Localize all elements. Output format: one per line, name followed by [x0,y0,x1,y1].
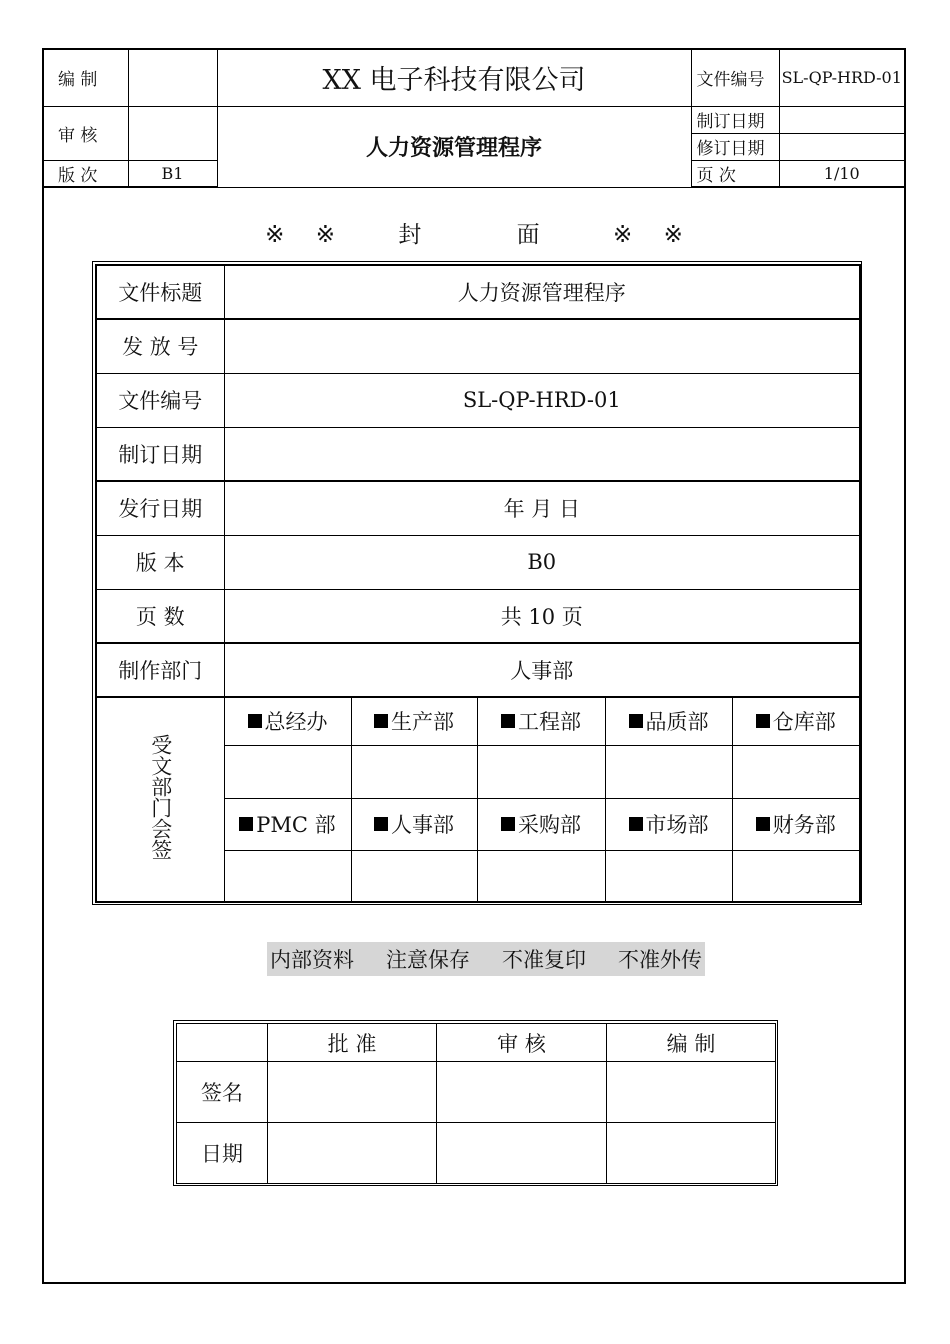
dept-name: PMC 部 [256,813,336,837]
notice-item: 不准外传 [618,948,702,972]
cover-mark: ※ [315,222,336,248]
table-row [96,535,860,589]
notice-item: 内部资料 [270,948,354,972]
cover-info-table [95,264,861,903]
table-row [177,1123,776,1184]
dept-name: 总经办 [264,710,328,735]
compile-label: 编 制 [44,50,128,106]
dept-name: 工程部 [518,710,581,735]
dept-sign-cell [224,745,351,798]
row-label: 版 本 [96,535,224,589]
dept-checkbox-cell [605,798,732,850]
notice-item: 不准复印 [502,948,586,972]
checkbox-filled-icon [239,817,253,831]
row-label: 发 放 号 [96,319,224,373]
row-label: 文件编号 [96,373,224,427]
review-value [128,106,217,160]
dept-checkbox-cell [477,798,605,850]
row-label: 发行日期 [96,481,224,535]
sign-cell [268,1062,437,1123]
table-row [96,589,860,643]
dept-name: 仓库部 [772,710,836,735]
review-label: 审 核 [44,106,128,160]
dept-sign-label-cell [96,697,224,902]
revise-date-value [779,133,904,160]
dept-checkbox-cell [477,697,605,745]
sign-cell [607,1123,776,1184]
dept-name: 品质部 [645,710,709,735]
header-cell: 审 核 [437,1024,607,1062]
row-label: 制订日期 [96,427,224,481]
row-label: 页 数 [96,589,224,643]
checkbox-filled-icon [374,817,388,831]
revise-date-label: 修订日期 [691,133,779,160]
version-value: B1 [128,160,217,187]
dept-name: 生产部 [391,710,454,735]
dept-checkbox-cell [224,697,351,745]
table-row [96,643,860,697]
row-value: 人力资源管理程序 [224,265,860,319]
confidential-notice [267,942,705,976]
dept-name: 采购部 [518,813,581,837]
approval-table-frame [173,1020,778,1186]
approval-table [176,1023,776,1184]
compile-value [128,50,217,106]
header-cell: 编 制 [607,1024,776,1062]
dept-row [96,697,860,745]
dept-checkbox-cell [732,798,860,850]
header-cell [177,1024,268,1062]
table-row [96,481,860,535]
doc-no-label: 文件编号 [691,50,779,106]
table-row [96,319,860,373]
sign-cell [268,1123,437,1184]
dept-sign-cell [605,850,732,902]
dept-checkbox-cell [224,798,351,850]
dept-sign-cell [477,850,605,902]
table-row [96,265,860,319]
checkbox-filled-icon [501,714,515,728]
dept-checkbox-cell [351,798,477,850]
company-name: XX 电子科技有限公司 [217,50,691,106]
dept-checkbox-cell [351,697,477,745]
row-label: 日期 [177,1123,268,1184]
checkbox-filled-icon [374,714,388,728]
doc-no-value: SL-QP-HRD-01 [779,50,904,106]
cover-mark: ※ [612,222,633,248]
dept-sign-cell [351,850,477,902]
checkbox-filled-icon [629,714,643,728]
cover-char: 面 [516,222,540,248]
checkbox-filled-icon [756,817,770,831]
row-value: B0 [224,535,860,589]
dept-checkbox-cell [732,697,860,745]
dept-sign-cell [224,850,351,902]
row-value [224,319,860,373]
dept-sign-cell [732,850,860,902]
checkbox-filled-icon [501,817,515,831]
table-row [177,1062,776,1123]
dept-name: 人事部 [391,813,454,837]
header-cell: 批 准 [268,1024,437,1062]
table-row [177,1024,776,1062]
dept-checkbox-cell [605,697,732,745]
cover-title [44,216,904,249]
page-label: 页 次 [691,160,779,187]
cover-info-table-frame [92,261,862,905]
dept-name: 市场部 [645,813,709,837]
sign-cell [437,1062,607,1123]
checkbox-filled-icon [756,714,770,728]
row-value [224,427,860,481]
dept-sign-cell [732,745,860,798]
table-row [96,427,860,481]
dept-sign-cell [477,745,605,798]
issue-date-label: 制订日期 [691,106,779,133]
dept-sign-label: 受文部门会签 [148,734,173,860]
row-label: 签名 [177,1062,268,1123]
dept-sign-cell [605,745,732,798]
notice-item: 注意保存 [386,948,470,972]
row-label: 文件标题 [96,265,224,319]
checkbox-filled-icon [248,714,262,728]
sign-cell [607,1062,776,1123]
row-label: 制作部门 [96,643,224,697]
procedure-name: 人力资源管理程序 [217,106,691,187]
document-frame [42,48,906,1284]
sign-cell [437,1123,607,1184]
dept-name: 财务部 [772,813,836,837]
dept-sign-cell [351,745,477,798]
issue-date-value [779,106,904,133]
row-value: 人事部 [224,643,860,697]
document-header [44,50,904,188]
cover-mark: ※ [265,222,285,248]
row-value: 年 月 日 [224,481,860,535]
checkbox-filled-icon [629,817,643,831]
row-value: SL-QP-HRD-01 [224,373,860,427]
version-label: 版 次 [44,160,128,187]
page-value: 1/10 [779,160,904,187]
row-value: 共 10 页 [224,589,860,643]
cover-char: 封 [398,222,422,248]
table-row [96,373,860,427]
cover-mark: ※ [663,222,683,248]
